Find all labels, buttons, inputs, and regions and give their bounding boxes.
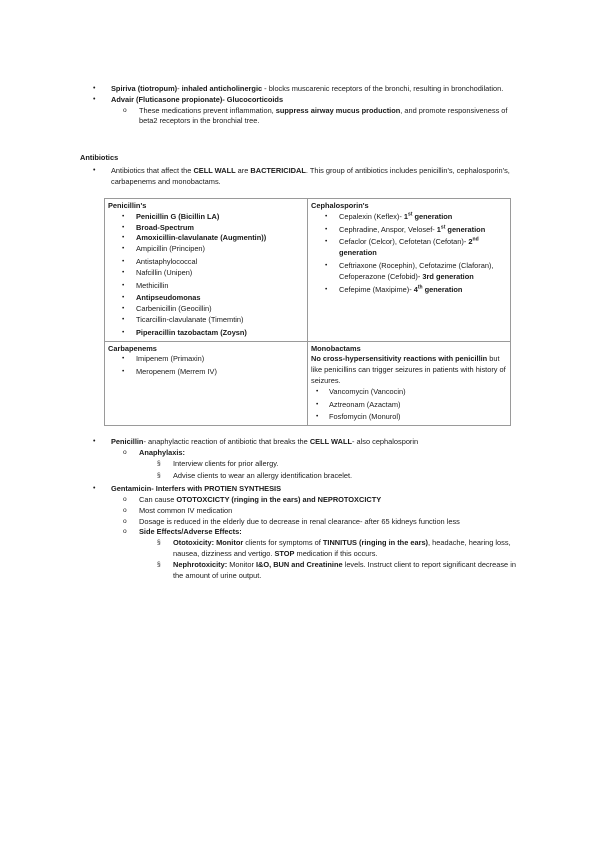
list-item: [119, 506, 523, 517]
generation-label: generation: [412, 211, 453, 221]
bullet-marker: •: [325, 261, 328, 269]
item-text: Aztreonam (Azactam): [329, 399, 401, 409]
item-text: Cefaclor (Celcor), Cefotetan (Cefotan)-: [339, 237, 469, 247]
drug-name: Advair (Fluticasone propionate)- Glucocorticoids: [111, 94, 284, 104]
item-text: Ceftriaxone (Rocephin), Cefotazime (Claforan), Cefoperazone (Cefobid)-: [339, 260, 494, 281]
list-item: [108, 223, 304, 234]
list-item: [311, 400, 507, 411]
item-text: Imipenem (Primaxin): [136, 354, 205, 364]
list-item: [311, 261, 505, 283]
bullet-marker: •: [122, 268, 125, 276]
list-item: [108, 281, 304, 292]
list-item: [108, 257, 304, 268]
list-item: [119, 495, 523, 506]
list-item: [108, 304, 304, 315]
bullet-marker: •: [93, 485, 96, 493]
generation-number: 1: [436, 224, 441, 234]
ordinal-suffix: st: [440, 224, 446, 231]
list-item: [155, 471, 523, 482]
list-item: [311, 387, 507, 398]
item-text: Cepalexin (Keflex)-: [339, 211, 404, 221]
item-text: Nafcillin (Unipen): [136, 267, 193, 277]
text: Dosage is reduced in the elderly due to decrease in renal clearance- after 65 kidneys function less: [139, 516, 460, 526]
drug-name: Gentamicin- Interfers with PROTIEN SYNTHESIS: [111, 484, 282, 494]
item-text: Advise clients to wear an allergy identification bracelet.: [173, 471, 353, 481]
antibiotic-class-table: [104, 198, 511, 426]
item-text: Broad-Spectrum: [136, 222, 194, 232]
list-item: [311, 285, 505, 296]
item-text: Penicillin G (Bicillin LA): [136, 211, 220, 221]
text: are: [235, 166, 251, 175]
item-text: Carbenicillin (Geocillin): [136, 304, 212, 314]
monobactam-note: [311, 354, 507, 386]
item-text: Interview clients for prior allergy.: [173, 458, 279, 468]
item-text: Cephradine, Anspor, Velosef-: [339, 224, 437, 234]
item-text: Piperacillin tazobactam (Zoysn): [136, 327, 247, 337]
penicillin-list: [108, 212, 304, 339]
ordinal-suffix: th: [417, 284, 423, 291]
generation-label: generation: [445, 224, 486, 234]
section-marker: §: [157, 459, 161, 467]
item-text: Antipseudomonas: [136, 293, 201, 303]
list-item-spiriva: [93, 84, 513, 95]
generation-label: generation: [339, 248, 377, 258]
text-bold: TINNITUS (ringing in the ears): [322, 538, 429, 548]
item-text: Ticarcillin-clavulanate (Timemtin): [136, 314, 244, 324]
bullet-marker: •: [122, 305, 125, 313]
text: medication if this occurs.: [294, 548, 378, 558]
bullet-marker: •: [122, 294, 125, 302]
cell-cephalosporins: [308, 199, 511, 342]
generation-number: 2: [468, 237, 473, 247]
generation-number: 4: [413, 284, 418, 294]
bullet-marker: •: [93, 95, 96, 103]
generation-label: 3rd generation: [422, 271, 474, 281]
list-item: [155, 459, 523, 470]
list-item: [108, 268, 304, 279]
cell-title: Monobactams: [311, 343, 361, 353]
ordinal-suffix: st: [408, 211, 413, 218]
carbapenem-list: [108, 354, 304, 378]
text: , headache, hearing loss, nausea, dizziness and vertigo.: [173, 538, 511, 558]
item-text: Antistaphylococcal: [136, 256, 198, 266]
bullet-marker: •: [325, 225, 328, 233]
bullet-marker: •: [122, 212, 125, 220]
list-item: [311, 237, 505, 259]
cell-penicillins: [105, 199, 308, 342]
table-row: [105, 341, 511, 426]
label: Ototoxicity: Monitor: [173, 538, 244, 548]
list-item: [108, 367, 304, 378]
text: , and promote responsiveness of beta2 receptors in the bronchial tree.: [139, 105, 508, 126]
text: - anaphylactic reaction of antibiotic that breaks the: [143, 437, 310, 446]
drug-type: inhaled anticholinergic: [181, 84, 263, 93]
section-marker: §: [157, 560, 161, 568]
list-item-intro: [93, 166, 511, 188]
bullet-marker: •: [122, 223, 125, 231]
label: Nephrotoxicity:: [173, 559, 228, 569]
cephalosporin-list: [311, 212, 507, 296]
bullet-marker: •: [122, 257, 125, 265]
monobactam-list: [311, 387, 507, 423]
bullet-marker: •: [316, 387, 319, 395]
section-marker: §: [157, 472, 161, 480]
section-heading-antibiotics: Antibiotics: [80, 153, 119, 162]
drug-name: Penicillin: [111, 437, 144, 446]
circle-marker: o: [123, 506, 127, 514]
list-item: [108, 293, 304, 304]
list-item-anaphylaxis: [119, 448, 523, 482]
drug-description: - blocks muscarenic receptors of the bronchi, resulting in bronchodilation.: [262, 84, 504, 93]
bullet-marker: •: [325, 238, 328, 246]
bullet-marker: •: [122, 328, 125, 336]
separator: -: [177, 84, 182, 93]
bullet-marker: •: [122, 368, 125, 376]
text-bold: I&O, BUN and Creatinine: [255, 559, 343, 569]
cell-monobactams: [308, 341, 511, 426]
text-bold: BACTERICIDAL: [250, 166, 306, 175]
text: levels. Instruct client to report significant decrease in the amount of urine output.: [173, 559, 516, 580]
bullet-marker: •: [93, 167, 96, 174]
text-bold: CELL WALL: [309, 437, 352, 446]
text-bold: CELL WALL: [193, 166, 236, 175]
item-text: Vancomycin (Vancocin): [329, 386, 406, 396]
list-item: [108, 328, 304, 339]
antibiotic-detail-list: [93, 437, 523, 581]
text: Antibiotics that affect the: [111, 166, 194, 175]
drug-name: Spiriva (tiotropum): [111, 84, 178, 93]
item-text: Meropenem (Merrem IV): [136, 367, 217, 377]
text: Most common IV medication: [139, 505, 233, 515]
list-item: [311, 412, 507, 423]
text: Monitor: [227, 559, 256, 569]
list-item: [108, 233, 304, 244]
bullet-marker: •: [325, 212, 328, 220]
respiratory-drug-list: [93, 84, 513, 127]
generation-number: 1: [403, 211, 409, 221]
text-bold: STOP: [274, 548, 295, 558]
item-text: Methicillin: [136, 280, 169, 290]
bullet-marker: •: [122, 281, 125, 289]
subheading: Anaphylaxis:: [139, 447, 186, 457]
antibiotics-intro-list: [93, 166, 511, 188]
bullet-marker: •: [122, 315, 125, 323]
generation-label: generation: [422, 284, 463, 294]
list-item-advair-detail: [119, 106, 513, 128]
circle-marker: o: [123, 495, 127, 503]
list-item: [119, 517, 523, 528]
list-item-ototoxicity: [155, 538, 523, 560]
bullet-marker: •: [325, 285, 328, 293]
text-bold: suppress airway mucus production: [275, 105, 401, 115]
item-text: Fosfomycin (Monurol): [329, 412, 401, 422]
note-text: but like penicillins can trigger seizures in patients with history of seizures.: [311, 354, 506, 385]
item-text: Ampicillin (Principen): [136, 244, 205, 254]
ordinal-suffix: nd: [472, 236, 479, 243]
section-marker: §: [157, 539, 161, 547]
subheading: Side Effects/Adverse Effects:: [139, 527, 242, 537]
list-item: [119, 527, 523, 581]
table-row: [105, 199, 511, 342]
list-item-penicillin: [93, 437, 523, 482]
list-item: [108, 354, 304, 365]
bullet-marker: •: [122, 245, 125, 253]
item-text: Cefepime (Maxipime)-: [339, 284, 414, 294]
bullet-marker: •: [93, 438, 96, 445]
bullet-marker: •: [316, 413, 319, 421]
cell-title: Penicillin's: [108, 201, 147, 210]
circle-marker: o: [123, 528, 127, 536]
list-item: [108, 315, 304, 326]
circle-marker: o: [123, 517, 127, 525]
circle-marker: o: [123, 106, 127, 114]
list-item: [108, 212, 304, 223]
cell-title: Carbapenems: [108, 343, 157, 353]
bullet-marker: •: [93, 85, 96, 92]
list-item-advair: [93, 95, 513, 127]
text: Can cause: [139, 494, 177, 504]
list-item-nephrotoxicity: [155, 560, 523, 582]
list-item: [108, 244, 304, 255]
cell-carbapenems: [105, 341, 308, 426]
bullet-marker: •: [122, 234, 125, 242]
item-text: Amoxicillin-clavulanate (Augmentin)): [136, 233, 267, 243]
list-item: [311, 212, 505, 223]
text: - also cephalosporin: [352, 437, 419, 446]
note-bold: No cross-hypersensitivity reactions with penicillin: [311, 354, 488, 364]
text: . This group of antibiotics includes penicillin's, cephalosporin's, carbapenems and monobactams.: [111, 166, 510, 186]
circle-marker: o: [123, 448, 127, 456]
text: These medications prevent inflammation,: [139, 105, 276, 115]
list-item-gentamicin: [93, 484, 523, 581]
text-bold: OTOTOXCICTY (ringing in the ears) and NEPROTOXCICTY: [176, 494, 382, 504]
text: clients for symptoms of: [243, 538, 323, 548]
bullet-marker: •: [122, 355, 125, 363]
list-item: [311, 225, 505, 236]
cell-title: Cephalosporin's: [311, 201, 369, 210]
bullet-marker: •: [316, 400, 319, 408]
